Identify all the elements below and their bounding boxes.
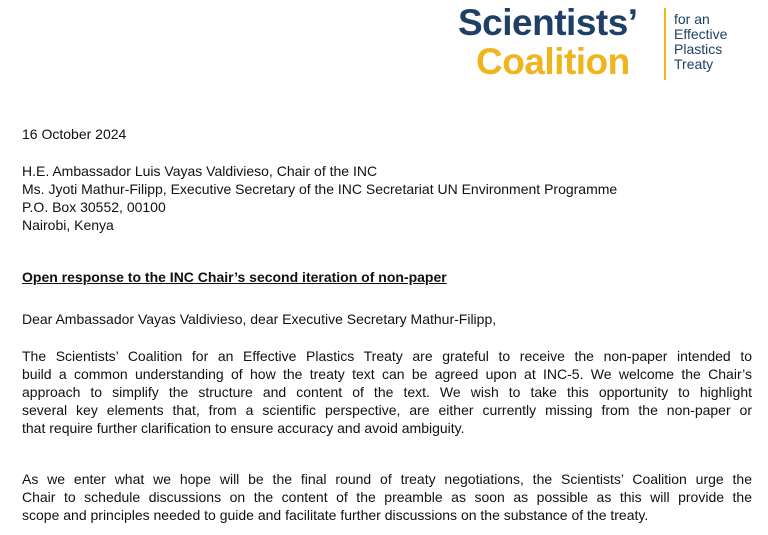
letter-date: 16 October 2024 [22,126,127,142]
paragraph-line: approach to simplify the structure and content of the text. We wish to take this opportunity to highlight [22,384,752,400]
logo-divider [664,8,666,80]
logo-tagline-line: Plastics [674,41,723,57]
logo-tagline-line: Treaty [674,56,714,72]
logo-word-coalition: Coalition [476,41,630,82]
logo-tagline-line: Effective [674,26,728,42]
paragraph-line: that require further clarification to ensure accuracy and avoid ambiguity. [22,420,465,436]
address-line: H.E. Ambassador Luis Vayas Valdivieso, Chair of the INC [22,163,378,179]
address-line: Nairobi, Kenya [22,217,114,233]
paragraph-line: build a common understanding of how the treaty text can be agreed upon at INC-5. We welcome the Chair’s [22,366,752,382]
body-paragraph-2 [22,470,752,524]
coalition-logo [458,2,764,84]
recipient-address [22,162,617,234]
address-line: P.O. Box 30552, 00100 [22,199,166,215]
body-paragraph-1 [22,347,752,437]
paragraph-line: Chair to schedule discussions on the content of the preamble as soon as possible as this will provide the [22,489,752,505]
letter-salutation: Dear Ambassador Vayas Valdivieso, dear Executive Secretary Mathur-Filipp, [22,311,497,327]
paragraph-line: The Scientists’ Coalition for an Effective Plastics Treaty are grateful to receive the non-paper intended to [22,348,752,364]
logo-word-scientists: Scientists’ [458,2,638,43]
address-line: Ms. Jyoti Mathur-Filipp, Executive Secretary of the INC Secretariat UN Environment Programme [22,181,618,197]
logo-tagline-line: for an [674,11,710,27]
logo-tagline [674,12,727,72]
paragraph-line: several key elements that, from a scientific perspective, are either currently missing from the non-paper or [22,402,752,418]
paragraph-line: scope and principles needed to guide and facilitate further discussions on the substance of the treaty. [22,507,649,523]
paragraph-line: As we enter what we hope will be the final round of treaty negotiations, the Scientists’ Coalition urge the [22,471,752,487]
letter-subject: Open response to the INC Chair’s second iteration of non-paper [22,269,447,285]
